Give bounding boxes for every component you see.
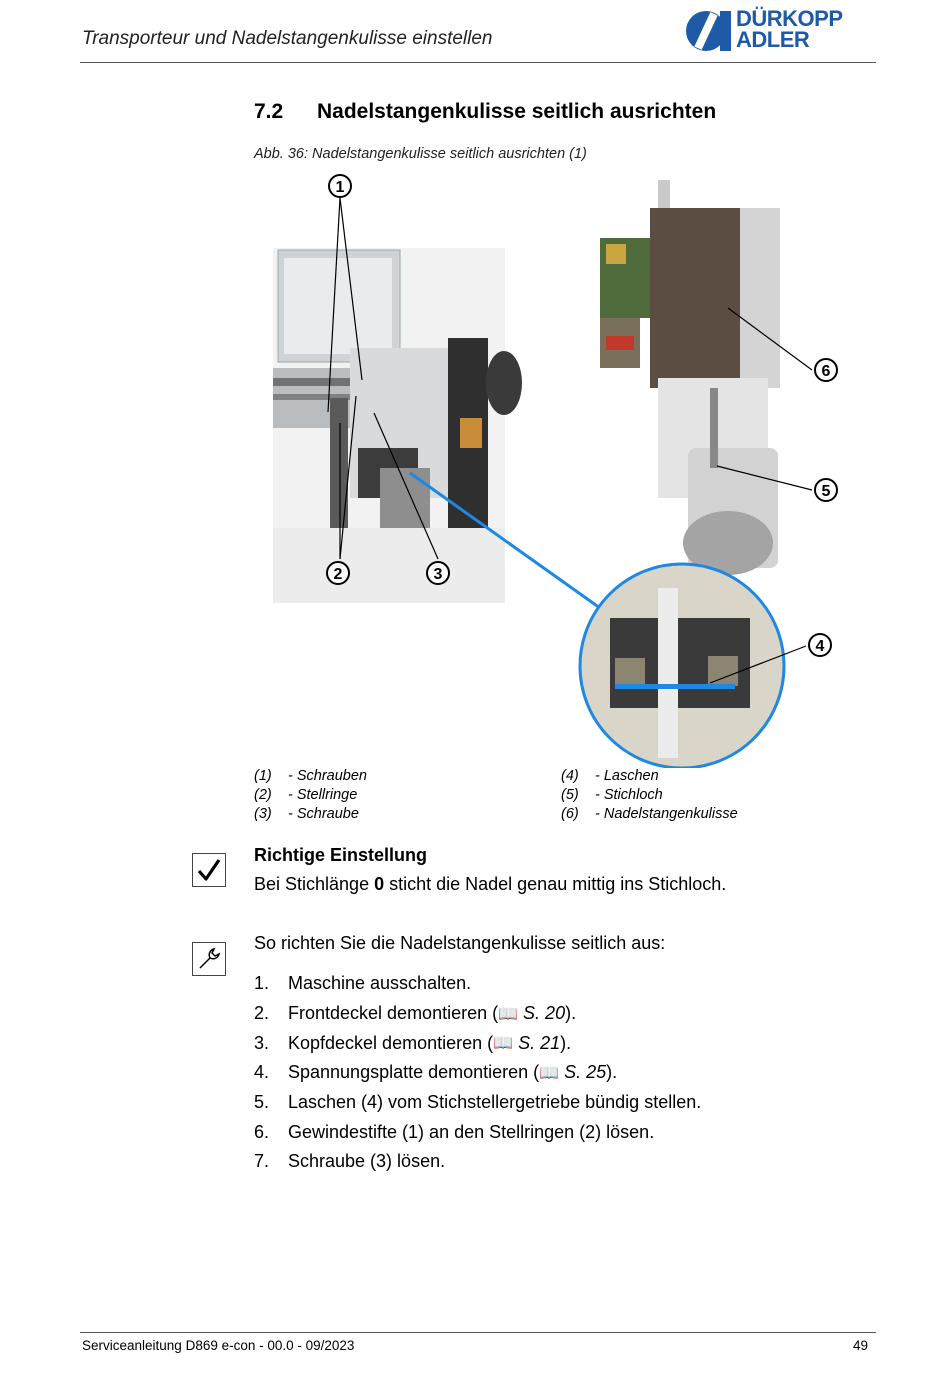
section-title: Nadelstangenkulisse seitlich ausrichten	[317, 100, 717, 123]
footer-document-info: Serviceanleitung D869 e-con - 00.0 - 09/2023	[82, 1338, 355, 1353]
header-rule	[80, 62, 876, 63]
step-item: 5. Laschen (4) vom Stichstellergetriebe bündig stellen.	[254, 1092, 702, 1113]
legend-number: (6)	[561, 806, 579, 822]
page-reference[interactable]: S. 20	[523, 1003, 566, 1024]
legend-text: - Nadelstangenkulisse	[595, 806, 738, 822]
step-item: 7. Schraube (3) lösen.	[254, 1151, 446, 1172]
footer-rule	[80, 1332, 876, 1333]
callout-6	[815, 359, 837, 381]
wrench-icon	[192, 942, 226, 976]
procedure-steps	[254, 969, 701, 1177]
legend-text: - Schrauben	[288, 768, 367, 784]
callout-1	[329, 175, 351, 197]
brand-logo	[684, 6, 884, 56]
book-icon: 📖	[498, 1005, 519, 1023]
legend-item	[254, 767, 367, 786]
legend-number: (2)	[254, 787, 272, 803]
legend-number: (1)	[254, 768, 272, 784]
legend-item	[561, 805, 738, 824]
section-number: 7.2	[254, 100, 284, 123]
svg-text:4: 4	[815, 638, 825, 655]
note-title: Richtige Einstellung	[254, 845, 428, 865]
legend-item	[254, 786, 367, 805]
checkmark-icon	[192, 853, 226, 887]
page-reference[interactable]: S. 25	[564, 1062, 607, 1083]
page-number: 49	[852, 1338, 868, 1353]
callout-4	[809, 634, 831, 656]
note-text: Bei Stichlänge 0 sticht die Nadel genau mittig ins Stichloch.	[254, 874, 727, 894]
legend-right	[561, 767, 738, 824]
page-reference[interactable]: S. 21	[518, 1032, 561, 1053]
logo-mark-icon	[684, 8, 734, 54]
step-item: 3. Kopfdeckel demontieren ( 📖 S. 21 ).	[254, 1032, 572, 1053]
step-item: 6. Gewindestifte (1) an den Stellringen (2) lösen.	[254, 1121, 655, 1142]
step-item: 4. Spannungsplatte demontieren ( 📖 S. 25 ).	[254, 1062, 618, 1083]
svg-text:6: 6	[821, 363, 831, 380]
legend-item	[254, 805, 367, 824]
step-item: 1. Maschine ausschalten.	[254, 973, 472, 994]
legend-number: (4)	[561, 768, 579, 784]
svg-text:1: 1	[335, 179, 345, 196]
figure-caption: Abb. 36: Nadelstangenkulisse seitlich ausrichten (1)	[254, 146, 587, 162]
machine-figure	[270, 168, 870, 768]
legend-number: (5)	[561, 787, 579, 803]
logo-line-2: ADLER	[736, 27, 810, 52]
legend-text: - Stichloch	[595, 787, 663, 803]
legend-item	[561, 767, 738, 786]
note-bold-value: 0	[374, 874, 385, 894]
header-title: Transporteur und Nadelstangenkulisse einstellen	[82, 28, 493, 49]
callout-3	[427, 562, 449, 584]
svg-text:3: 3	[433, 566, 443, 583]
book-icon: 📖	[539, 1064, 560, 1082]
legend-text: - Schraube	[288, 806, 359, 822]
side-view-photo	[273, 248, 522, 603]
legend-item	[561, 786, 738, 805]
book-icon: 📖	[493, 1035, 514, 1053]
front-view-photo	[600, 180, 780, 575]
step-item: 2. Frontdeckel demontieren ( 📖 S. 20 ).	[254, 1003, 577, 1024]
logo-line-1: DÜRKOPP	[736, 6, 843, 31]
legend-left	[254, 767, 367, 824]
callout-2	[327, 562, 349, 584]
procedure-intro: So richten Sie die Nadelstangenkulisse seitlich aus:	[254, 933, 666, 953]
legend-text: - Stellringe	[288, 787, 358, 803]
svg-text:5: 5	[821, 483, 831, 500]
legend-text: - Laschen	[595, 768, 659, 784]
legend-number: (3)	[254, 806, 272, 822]
svg-text:2: 2	[333, 566, 343, 583]
callout-5	[815, 479, 837, 501]
